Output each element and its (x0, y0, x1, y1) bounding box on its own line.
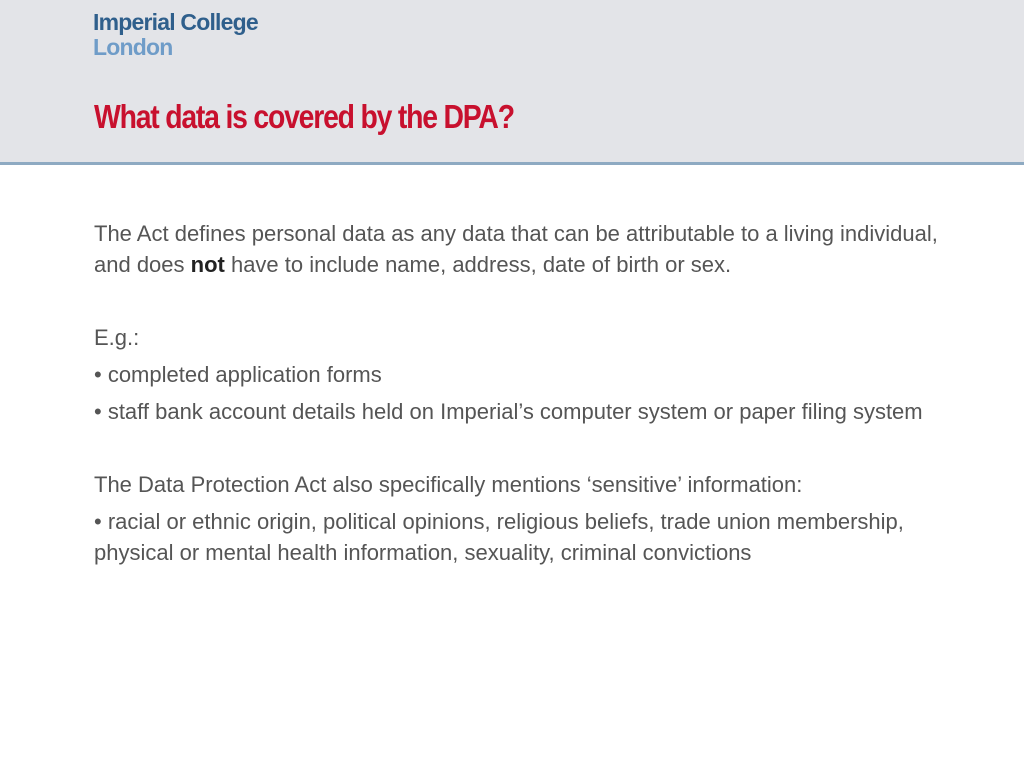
logo-line-2: London (93, 34, 173, 60)
examples-label: E.g.: (94, 325, 140, 350)
intro-text-end: have to include name, address, date of birth or sex. (224, 252, 732, 277)
imperial-college-logo (93, 11, 258, 59)
slide-body (94, 218, 954, 568)
logo-line-1: Imperial College (93, 9, 258, 35)
slide-header (0, 0, 1024, 162)
example-bullet-1: • completed application forms (94, 362, 382, 387)
intro-emphasis: not (190, 252, 225, 277)
slide-title: What data is covered by the DPA? (94, 98, 514, 135)
intro-paragraph (94, 218, 954, 280)
intro-text-start: The Act defines personal data as any data that can be attributable to a living individual, and does (94, 221, 938, 277)
sensitive-bullet-1: • racial or ethnic origin, political opinions, religious beliefs, trade union membership, physical or mental health information, sexuality, criminal convictions (94, 509, 904, 565)
sensitive-intro: The Data Protection Act also specifically mentions ‘sensitive’ information: (94, 472, 803, 497)
example-bullet-2: • staff bank account details held on Imperial’s computer system or paper filing system (94, 399, 923, 424)
header-divider (0, 162, 1024, 165)
